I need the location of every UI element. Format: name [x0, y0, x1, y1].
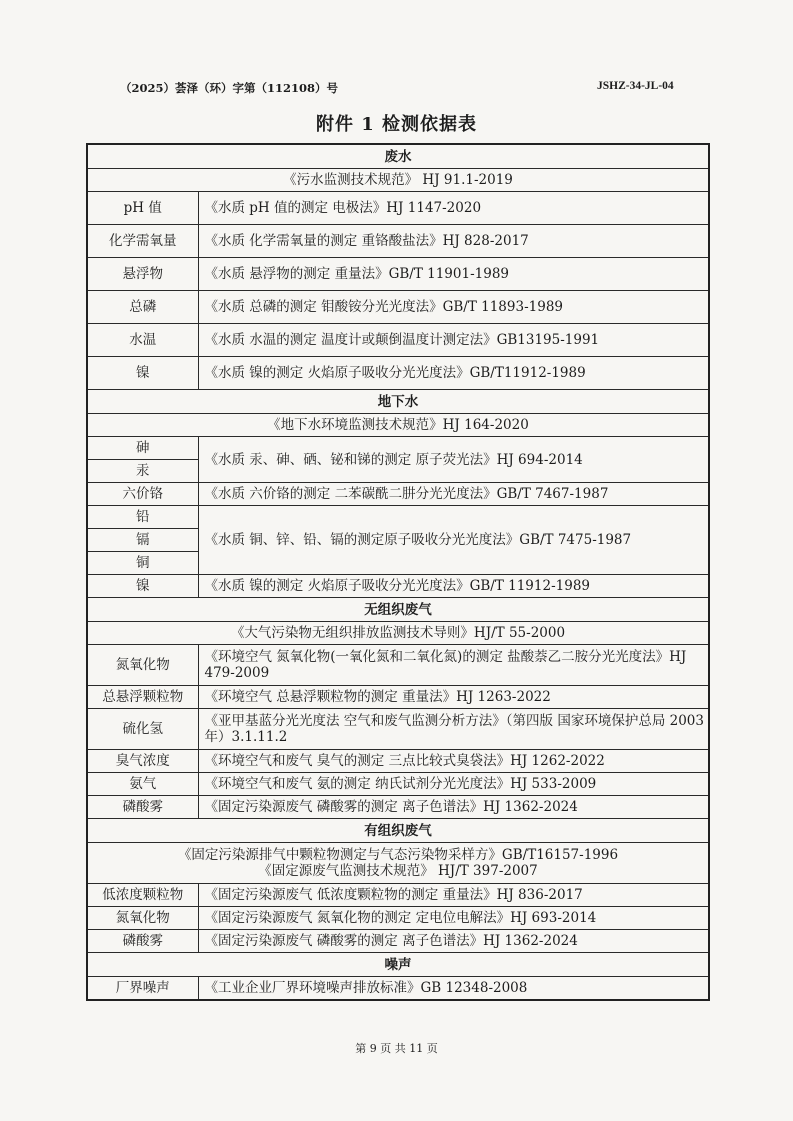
item-name: 磷酸雾 [87, 796, 198, 819]
item-name: 总悬浮颗粒物 [87, 686, 198, 709]
table-row [87, 796, 709, 819]
item-standard: 《水质 镍的测定 火焰原子吸收分光光度法》GB/T11912-1989 [198, 357, 709, 390]
item-name: 六价铬 [87, 483, 198, 506]
section-organized-gas: 有组织废气 [87, 819, 709, 843]
page-number: 第 9 页 共 11 页 [355, 1042, 438, 1055]
page-title: 附件 1 检测依据表 [315, 114, 478, 135]
item-standard: 《固定污染源废气 磷酸雾的测定 离子色谱法》HJ 1362-2024 [198, 930, 709, 953]
organized-gas-spec [87, 843, 709, 884]
item-standard: 《固定污染源废气 磷酸雾的测定 离子色谱法》HJ 1362-2024 [198, 796, 709, 819]
item-name: pH 值 [87, 192, 198, 225]
table-row [87, 258, 709, 291]
item-standard: 《亚甲基蓝分光光度法 空气和废气监测分析方法》（第四版 国家环境保护总局 2003 年）3.1.11.2 [198, 709, 709, 750]
item-standard: 《环境空气和废气 臭气的测定 三点比较式臭袋法》HJ 1262-2022 [198, 750, 709, 773]
item-name: 氮氧化物 [87, 645, 198, 686]
item-standard: 《水质 镍的测定 火焰原子吸收分光光度法》GB/T 11912-1989 [198, 575, 709, 598]
item-name: 硫化氢 [87, 709, 198, 750]
section-noise: 噪声 [87, 953, 709, 977]
item-name: 镍 [87, 357, 198, 390]
table-row [87, 291, 709, 324]
item-name: 低浓度颗粒物 [87, 884, 198, 907]
item-standard: 《环境空气和废气 氨的测定 纳氏试剂分光光度法》HJ 533-2009 [198, 773, 709, 796]
table-row [87, 575, 709, 598]
item-name: 砷 [87, 437, 198, 460]
table-row [87, 686, 709, 709]
item-standard: 《水质 汞、砷、硒、铋和锑的测定 原子荧光法》HJ 694-2014 [198, 437, 709, 483]
item-standard: 《水质 铜、锌、铅、镉的测定原子吸收分光光度法》GB/T 7475-1987 [198, 506, 709, 575]
item-standard: 《水质 总磷的测定 钼酸铵分光光度法》GB/T 11893-1989 [198, 291, 709, 324]
table-row [87, 357, 709, 390]
groundwater-spec: 《地下水环境监测技术规范》HJ 164-2020 [87, 414, 709, 437]
table-row [87, 977, 709, 1001]
table-row [87, 930, 709, 953]
item-standard: 《水质 化学需氧量的测定 重铬酸盐法》HJ 828-2017 [198, 225, 709, 258]
organized-gas-spec-line-2: 《固定源废气监测技术规范》 HJ/T 397-2007 [258, 863, 538, 879]
fugitive-gas-spec: 《大气污染物无组织排放监测技术导则》HJ/T 55-2000 [87, 622, 709, 645]
item-standard: 《工业企业厂界环境噪声排放标准》GB 12348-2008 [198, 977, 709, 1001]
table-row [87, 750, 709, 773]
item-standard: 《水质 pH 值的测定 电极法》HJ 1147-2020 [198, 192, 709, 225]
item-standard: 《环境空气 氮氧化物(一氧化氮和二氧化氮)的测定 盐酸萘乙二胺分光光度法》HJ 479-2009 [198, 645, 709, 686]
section-fugitive-gas: 无组织废气 [87, 598, 709, 622]
item-standard: 《水质 六价铬的测定 二苯碳酰二肼分光光度法》GB/T 7467-1987 [198, 483, 709, 506]
table-row [87, 709, 709, 750]
table-row [87, 506, 709, 529]
document-code: JSHZ-34-JL-04 [597, 80, 674, 92]
item-standard: 《固定污染源废气 低浓度颗粒物的测定 重量法》HJ 836-2017 [198, 884, 709, 907]
item-name: 镉 [87, 529, 198, 552]
table-row [87, 437, 709, 460]
wastewater-spec: 《污水监测技术规范》 HJ 91.1-2019 [87, 169, 709, 192]
table-row [87, 192, 709, 225]
table-row [87, 483, 709, 506]
table-row [87, 324, 709, 357]
item-standard: 《环境空气 总悬浮颗粒物的测定 重量法》HJ 1263-2022 [198, 686, 709, 709]
section-wastewater: 废水 [87, 144, 709, 169]
item-name: 氮氧化物 [87, 907, 198, 930]
item-name: 臭气浓度 [87, 750, 198, 773]
item-standard: 《固定污染源废气 氮氧化物的测定 定电位电解法》HJ 693-2014 [198, 907, 709, 930]
item-standard: 《水质 水温的测定 温度计或颠倒温度计测定法》GB13195-1991 [198, 324, 709, 357]
item-name: 汞 [87, 460, 198, 483]
item-name: 铅 [87, 506, 198, 529]
item-name: 悬浮物 [87, 258, 198, 291]
item-name: 铜 [87, 552, 198, 575]
section-groundwater: 地下水 [87, 390, 709, 414]
organized-gas-spec-line-1: 《固定污染源排气中颗粒物测定与气态污染物采样方》GB/T16157-1996 [177, 847, 619, 863]
table-row [87, 225, 709, 258]
item-name: 厂界噪声 [87, 977, 198, 1001]
standards-table [86, 143, 710, 1001]
item-name: 镍 [87, 575, 198, 598]
item-name: 化学需氧量 [87, 225, 198, 258]
table-row [87, 645, 709, 686]
item-name: 氨气 [87, 773, 198, 796]
item-name: 总磷 [87, 291, 198, 324]
table-row [87, 884, 709, 907]
item-name: 水温 [87, 324, 198, 357]
item-standard: 《水质 悬浮物的测定 重量法》GB/T 11901-1989 [198, 258, 709, 291]
document-number: （2025）荟泽（环）字第（112108）号 [120, 81, 339, 95]
item-name: 磷酸雾 [87, 930, 198, 953]
table-row [87, 773, 709, 796]
table-row [87, 907, 709, 930]
